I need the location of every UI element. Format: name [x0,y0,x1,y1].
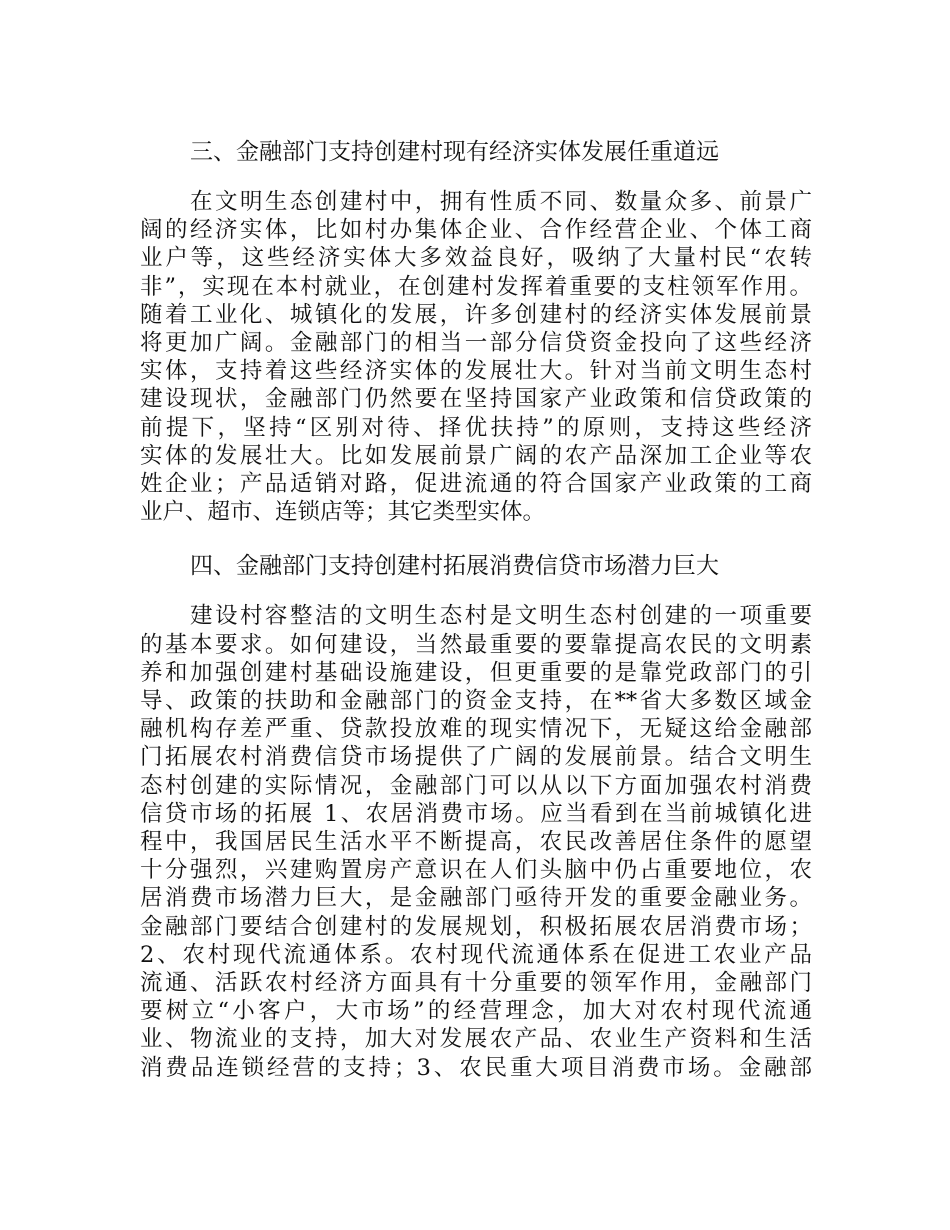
paragraph-line: 养和加强创建村基础设施建设，但更重要的是靠党政部门的引 [140,659,812,686]
paragraph-line: 居消费市场潜力巨大，是金融部门亟待开发的重要金融业务。 [140,885,812,912]
paragraph-line: 流通、活跃农村经济方面具有十分重要的领军作用，金融部门 [140,970,812,997]
paragraph-line: 非”，实现在本村就业，在创建村发挥着重要的支柱领军作用。 [140,273,812,300]
paragraph-line: 实体的发展壮大。比如发展前景广阔的农产品深加工企业等农 [140,442,812,469]
paragraph-line: 业、物流业的支持，加大对发展农产品、农业生产资料和生活 [140,1026,812,1053]
paragraph-line: 业户、超市、连锁店等；其它类型实体。 [140,499,546,526]
paragraph-line: 信贷市场的拓展 1、农居消费市场。应当看到在当前城镇化进 [140,800,812,827]
paragraph-line: 在文明生态创建村中，拥有性质不同、数量众多、前景广 [190,189,812,215]
section-heading: 四、金融部门支持创建村拓展消费信贷市场潜力巨大 [190,553,719,580]
paragraph-line: 建设村容整洁的文明生态村是文明生态村创建的一项重要 [190,603,812,630]
paragraph-line: 2、农村现代流通体系。农村现代流通体系在促进工农业产品 [140,941,812,968]
paragraph-line: 消费品连锁经营的支持；3、农民重大项目消费市场。金融部 [140,1054,812,1081]
paragraph-line: 姓企业；产品适销对路，促进流通的符合国家产业政策的工商 [140,471,812,498]
paragraph-line: 随着工业化、城镇化的发展，许多创建村的经济实体发展前景 [140,301,812,328]
paragraph-line: 程中，我国居民生活水平不断提高，农民改善居住条件的愿望 [140,829,812,856]
paragraph-line: 的基本要求。如何建设，当然最重要的要靠提高农民的文明素 [140,631,812,658]
section-paragraph [140,188,812,526]
document-page [140,138,812,1108]
section-paragraph [140,602,812,1081]
paragraph-line: 态村创建的实际情况，金融部门可以从以下方面加强农村消费 [140,772,812,799]
paragraph-line: 实体，支持着这些经济实体的发展壮大。针对当前文明生态村 [140,358,812,385]
paragraph-line: 业户等，这些经济实体大多效益良好，吸纳了大量村民“农转 [140,245,812,272]
paragraph-line: 建设现状，金融部门仍然要在坚持国家产业政策和信贷政策的 [140,386,812,413]
paragraph-line: 导、政策的扶助和金融部门的资金支持，在**省大多数区域金 [140,688,812,715]
paragraph-line: 将更加广阔。金融部门的相当一部分信贷资金投向了这些经济 [140,330,812,357]
paragraph-line: 前提下，坚持“区别对待、择优扶持”的原则，支持这些经济 [140,414,812,441]
paragraph-line: 十分强烈，兴建购置房产意识在人们头脑中仍占重要地位，农 [140,857,812,884]
paragraph-line: 门拓展农村消费信贷市场提供了广阔的发展前景。结合文明生 [140,744,812,771]
paragraph-line: 要树立“小客户，大市场”的经营理念，加大对农村现代流通 [140,998,812,1025]
paragraph-line: 阔的经济实体，比如村办集体企业、合作经营企业、个体工商 [140,217,812,244]
section-heading: 三、金融部门支持创建村现有经济实体发展任重道远 [190,139,719,165]
paragraph-line: 金融部门要结合创建村的发展规划，积极拓展农居消费市场； [140,913,812,940]
paragraph-line: 融机构存差严重、贷款投放难的现实情况下，无疑这给金融部 [140,716,812,743]
